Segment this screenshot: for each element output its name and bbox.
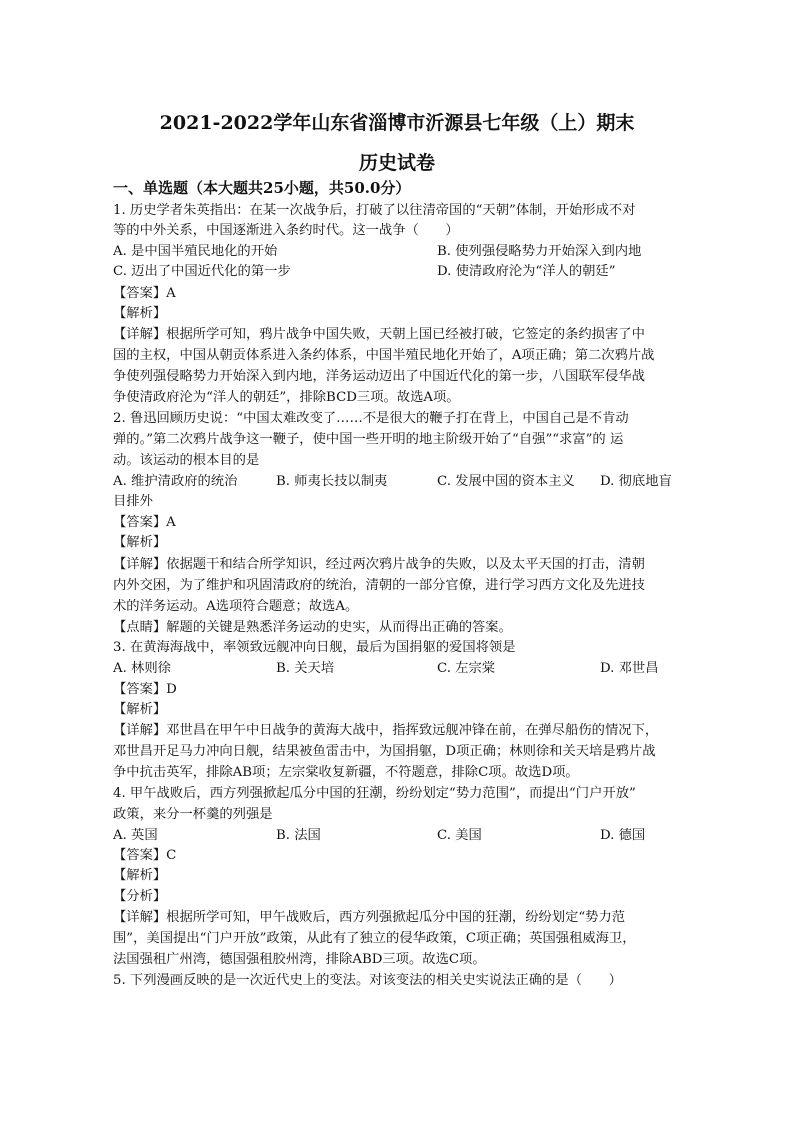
q1-option-c: C. 迈出了中国近代化的第一步 [113,264,291,279]
q4-fenxi-label: 【分析】 [113,889,167,904]
q4-stem-line-1: 4. 甲午战败后，西方列强掀起瓜分中国的狂潮，纷纷划定“势力范围”，而提出“门户开放” [113,786,636,801]
q1-analysis-label: 【解析】 [113,306,167,321]
q2-option-c: C. 发展中国的资本主义 [437,474,575,489]
q1-detail-line-2: 国的主权，中国从朝贡体系进入条约体系，中国半殖民地化开始了，A项正确；第二次鸦片战 [113,348,655,363]
q2-detail-line-1: 【详解】依据题干和结合所学知识，经过两次鸦片战争的失败，以及太平天国的打击，清朝 [113,557,645,572]
q3-detail-line-1: 【详解】邓世昌在甲午中日战争的黄海大战中，指挥致远舰冲锋在前，在弹尽船伤的情况下， [113,723,659,738]
q3-option-c: C. 左宗棠 [437,661,496,676]
q5-stem-line-1: 5. 下列漫画反映的是一次近代史上的变法。对该变法的相关史实说法正确的是（ ） [113,973,622,988]
q4-detail-line-2: 围”，美国提出“门户开放”政策，从此有了独立的侵华政策，C项正确；英国强租威海卫， [113,931,636,946]
q2-detail-line-2: 内外交困，为了维护和巩固清政府的统治，清朝的一部分官僚，进行学习西方文化及先进技 [113,578,645,593]
q3-analysis-label: 【解析】 [113,702,167,717]
q2-answer: 【答案】A [113,515,176,530]
q2-option-d: D. 彻底地盲 [600,474,672,489]
document-title: 2021-2022学年山东省淄博市沂源县七年级（上）期末 [159,112,635,134]
q3-option-d: D. 邓世昌 [600,661,659,676]
q4-detail-line-3: 法国强租广州湾，德国强租胶州湾，排除ABD三项。故选C项。 [113,952,486,967]
q4-option-a: A. 英国 [113,828,158,843]
q1-detail-line-1: 【详解】根据所学可知，鸦片战争中国失败，天朝上国已经被打破，它签定的条约损害了中 [113,327,645,342]
q4-analysis-label: 【解析】 [113,868,167,883]
q2-tip: 【点睛】解题的关键是熟悉洋务运动的史实，从而得出正确的答案。 [113,620,512,635]
q2-option-b: B. 师夷长技以制夷 [276,474,388,489]
q2-option-d-continued: 目排外 [113,494,153,509]
q1-detail-line-4: 争使清政府沦为“洋人的朝廷”，排除BCD三项。故选A项。 [113,390,460,405]
q3-detail-line-2: 邓世昌开足马力冲向日舰，结果被鱼雷击中，为国捐躯，D项正确；林则徐和关天培是鸦片战 [113,744,656,759]
q1-answer: 【答案】A [113,286,176,301]
q3-stem-line-1: 3. 在黄海海战中，率领致远舰冲向日舰，最后为国捐躯的爱国将领是 [113,640,516,655]
q4-option-c: C. 美国 [437,828,482,843]
q1-option-a: A. 是中国半殖民地化的开始 [113,244,278,259]
q1-option-b: B. 使列强侵略势力开始深入到内地 [437,244,642,259]
q2-stem-line-2: 弹的。”第二次鸦片战争这一鞭子，使中国一些开明的地主阶级开始了“自强”“求富”的 运 [113,432,624,447]
q1-detail-line-3: 争使列强侵略势力开始深入到内地，洋务运动迈出了中国近代化的第一步，八国联军侵华战 [113,369,645,384]
q2-option-a: A. 维护清政府的统治 [113,474,238,489]
q2-stem-line-1: 2. 鲁迅回顾历史说：“中国太难改变了……不是很大的鞭子打在背上，中国自己是不肯动 [113,411,629,426]
q1-option-d: D. 使清政府沦为“洋人的朝廷” [437,264,616,279]
q1-stem-line-2: 等的中外关系，中国逐渐进入条约时代。这一战争（ ） [113,223,459,238]
q3-answer: 【答案】D [113,682,177,697]
section-heading: 一、单选题（本大题共25小题，共50.0分） [113,179,411,197]
q4-option-d: D. 德国 [600,828,646,843]
q3-option-a: A. 林则徐 [113,661,171,676]
q4-answer: 【答案】C [113,848,177,863]
q2-stem-line-3: 动。该运动的根本目的是 [113,453,260,468]
q3-option-b: B. 关天培 [276,661,335,676]
q4-option-b: B. 法国 [276,828,321,843]
q1-stem-line-1: 1. 历史学者朱英指出：在某一次战争后，打破了以往清帝国的“天朝”体制，开始形成不对 [113,203,636,218]
document-subtitle: 历史试卷 [358,152,435,174]
q2-analysis-label: 【解析】 [113,535,167,550]
q2-detail-line-3: 术的洋务运动。A选项符合题意；故选A。 [113,599,359,614]
q4-stem-line-2: 政策，来分一杯羹的列强是 [113,807,273,822]
q4-detail-line-1: 【详解】根据所学可知，甲午战败后，西方列强掀起瓜分中国的狂潮，纷纷划定“势力范 [113,910,626,925]
q3-detail-line-3: 争中抗击英军，排除AB项；左宗棠收复新疆，不符题意，排除C项。故选D项。 [113,765,579,780]
